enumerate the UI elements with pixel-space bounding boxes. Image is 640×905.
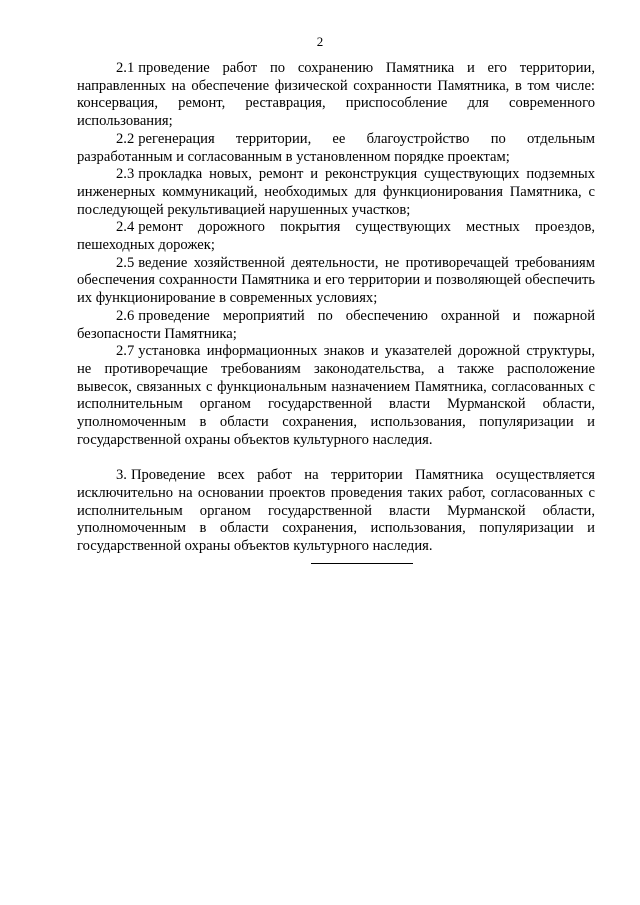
paragraph-text: Проведение всех работ на территории Памятника осуществляется исключительно на основании проектов проведения таких работ, согласованных с исполнительным органом государственной власти Мурманской области, уполномоченным в области сохранения, использования, популяризации и государственной охраны объектов культурного наследия. [77, 467, 595, 554]
paragraph-2-5 [77, 255, 595, 308]
paragraph-number: 2.1 [116, 60, 135, 76]
paragraph-text: проведение мероприятий по обеспечению охранной и пожарной безопасности Памятника; [77, 307, 595, 342]
end-separator-line [311, 563, 413, 564]
paragraph-2-3 [77, 166, 595, 219]
paragraph-number: 2.3 [116, 166, 135, 183]
document-body [77, 60, 595, 564]
paragraph-number: 3. [116, 467, 127, 484]
paragraph-text: проведение работ по сохранению Памятника и его территории, направленных на обеспечение физической сохранности Памятника, в том числе: консервация, ремонт, реставрация, приспособление для современного использования; [77, 60, 595, 130]
paragraph-2-7 [77, 343, 595, 449]
page-number: 2 [316, 34, 324, 49]
paragraph-number: 2.5 [116, 254, 135, 271]
paragraph-text: установка информационных знаков и указателей дорожной структуры, не противоречащие требованиям законодательства, а также расположение вывесок, связанных с функциональным назначением Памятника, согласованных с исполнительным органом государственной власти Мурманской области, уполномоченным в области сохранения, использования, популяризации и государственной охраны объектов культурного наследия. [77, 343, 595, 448]
paragraph-number: 2.7 [116, 343, 135, 360]
paragraph-text: прокладка новых, ремонт и реконструкция существующих подземных инженерных коммуникаций, необходимых для функционирования Памятника, с последующей рекультивацией нарушенных участков; [77, 166, 595, 218]
paragraph-2-4 [77, 219, 595, 254]
paragraph-text: регенерация территории, ее благоустройство по отдельным разработанным и согласованным в установленном порядке проектам; [77, 130, 595, 165]
paragraph-number: 2.4 [116, 219, 135, 236]
paragraph-text: ведение хозяйственной деятельности, не противоречащей требованиям обеспечения сохранности Памятника и его территории и позволяющей обеспечить их функционирование в современных условиях; [77, 254, 595, 307]
paragraph-2-1 [77, 60, 595, 131]
paragraph-2-6 [77, 308, 595, 343]
paragraph-text: ремонт дорожного покрытия существующих местных проездов, пешеходных дорожек; [77, 219, 595, 254]
paragraph-number: 2.6 [116, 307, 135, 324]
paragraph-2-2 [77, 131, 595, 166]
paragraph-3 [77, 467, 595, 556]
paragraph-number: 2.2 [116, 130, 135, 147]
